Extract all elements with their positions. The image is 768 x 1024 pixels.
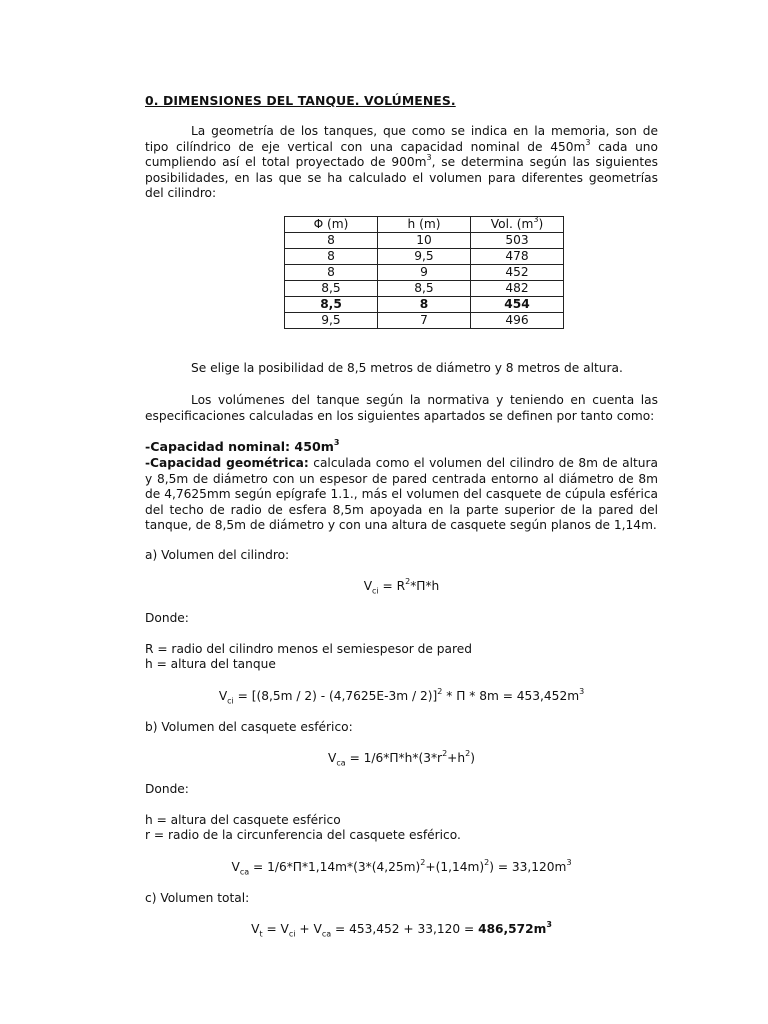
cell-volume: 454 <box>471 297 564 313</box>
cell-volume: 478 <box>471 249 564 265</box>
cell-volume: 496 <box>471 313 564 329</box>
table-row <box>285 313 564 329</box>
cell-volume: 503 <box>471 233 564 249</box>
geometric-text: calculada como el volumen del cilindro de 8m de altura y 8,5m de diámetro con un espesor de pared centrada entorno al diámetro de 8m de 4,7625mm según epígrafe 1.1., más el volumen del casquete de cúpula esférica del techo de radio de esfera 8,5m apoyada en la parte superior de la pared del tanque, de 8,5m de diámetro y con una altura de casquete según planos de 1,14m. <box>145 456 658 533</box>
cell-volume: 482 <box>471 281 564 297</box>
cell-diameter: 8,5 <box>285 297 378 313</box>
intro-text-1: La geometría de los tanques, que como se indica en la memoria, son de tipo cilíndrico de eje vertical con una capacidad nominal de 450m <box>145 124 658 154</box>
cell-height: 8,5 <box>378 281 471 297</box>
donde-b: Donde: <box>145 782 189 796</box>
cell-diameter: 8 <box>285 233 378 249</box>
definition-r: R = radio del cilindro menos el semiespesor de pared <box>145 642 472 656</box>
definition-h-cap: h = altura del casquete esférico <box>145 813 341 827</box>
cell-diameter: 9,5 <box>285 313 378 329</box>
geometric-capacity-paragraph <box>145 456 658 534</box>
table-row-selected <box>285 297 564 313</box>
formula-cylinder: $V_{ci} = R^2*\Pi*h$ <box>363 576 440 596</box>
section-heading: 0. DIMENSIONES DEL TANQUE. VOLÚMENES. <box>145 93 456 108</box>
formula-total: $V_t = V_{ci} + V_{ca} = 453,452 + 33,120 = 486,572m^3$ <box>251 919 552 939</box>
table-row <box>285 281 564 297</box>
table-header-row <box>285 217 564 233</box>
section-c-heading: c) Volumen total: <box>145 891 250 905</box>
table-row <box>285 265 564 281</box>
cell-volume: 452 <box>471 265 564 281</box>
cell-height: 9,5 <box>378 249 471 265</box>
volumes-intro-paragraph <box>145 393 658 424</box>
cell-diameter: 8 <box>285 249 378 265</box>
definition-h: h = altura del tanque <box>145 657 276 671</box>
volumes-intro-text: Los volúmenes del tanque según la normativa y teniendo en cuenta las especificaciones calculadas en los siguientes apartados se definen por tanto como: <box>145 393 658 423</box>
header-volume: Vol. $(m^3)$ <box>471 217 564 233</box>
section-b-heading: b) Volumen del casquete esférico: <box>145 720 353 734</box>
geometry-table <box>284 216 564 329</box>
intro-text-3: , se determina según las siguientes posibilidades, en las que se ha calculado el volumen para diferentes geometrías del cilindro: <box>145 155 658 201</box>
table-row <box>285 249 564 265</box>
choice-paragraph: Se elige la posibilidad de 8,5 metros de diámetro y 8 metros de altura. <box>191 361 623 375</box>
geometric-label: -Capacidad geométrica: <box>145 456 309 470</box>
total-result: $486,572m^3$ <box>478 919 552 936</box>
intro-paragraph <box>145 124 658 202</box>
cell-diameter: 8,5 <box>285 281 378 297</box>
section-a-heading: a) Volumen del cilindro: <box>145 548 290 562</box>
calc-cylinder: $V_{ci} = [(8,5m / 2) - (4,7625E-3m / 2)]^2 * \Pi * 8m = 453,452m^3$ <box>218 686 585 706</box>
intro-text-2: cada uno cumpliendo así el total proyectado de 900m <box>145 139 658 170</box>
donde-a: Donde: <box>145 611 189 625</box>
definition-r-cap: r = radio de la circunferencia del casquete esférico. <box>145 828 461 842</box>
formula-cap: $V_{ca} = 1/6*\Pi*h*(3*r^2+h^2)$ <box>328 748 475 768</box>
calc-cap: $V_{ca} = 1/6*\Pi*1,14m*(3*(4,25m)^2+(1,14m)^2) = 33,120m^3$ <box>231 857 572 877</box>
table-row <box>285 233 564 249</box>
intro-sup-1: 3 <box>585 137 591 147</box>
cell-height: 7 <box>378 313 471 329</box>
cell-height: 10 <box>378 233 471 249</box>
header-diameter: Φ (m) <box>285 217 378 233</box>
cell-height: 9 <box>378 265 471 281</box>
cell-height: 8 <box>378 297 471 313</box>
nominal-capacity: -Capacidad nominal: $450m^3$ <box>145 437 340 454</box>
intro-sup-2: 3 <box>426 153 432 163</box>
cell-diameter: 8 <box>285 265 378 281</box>
header-height: h (m) <box>378 217 471 233</box>
